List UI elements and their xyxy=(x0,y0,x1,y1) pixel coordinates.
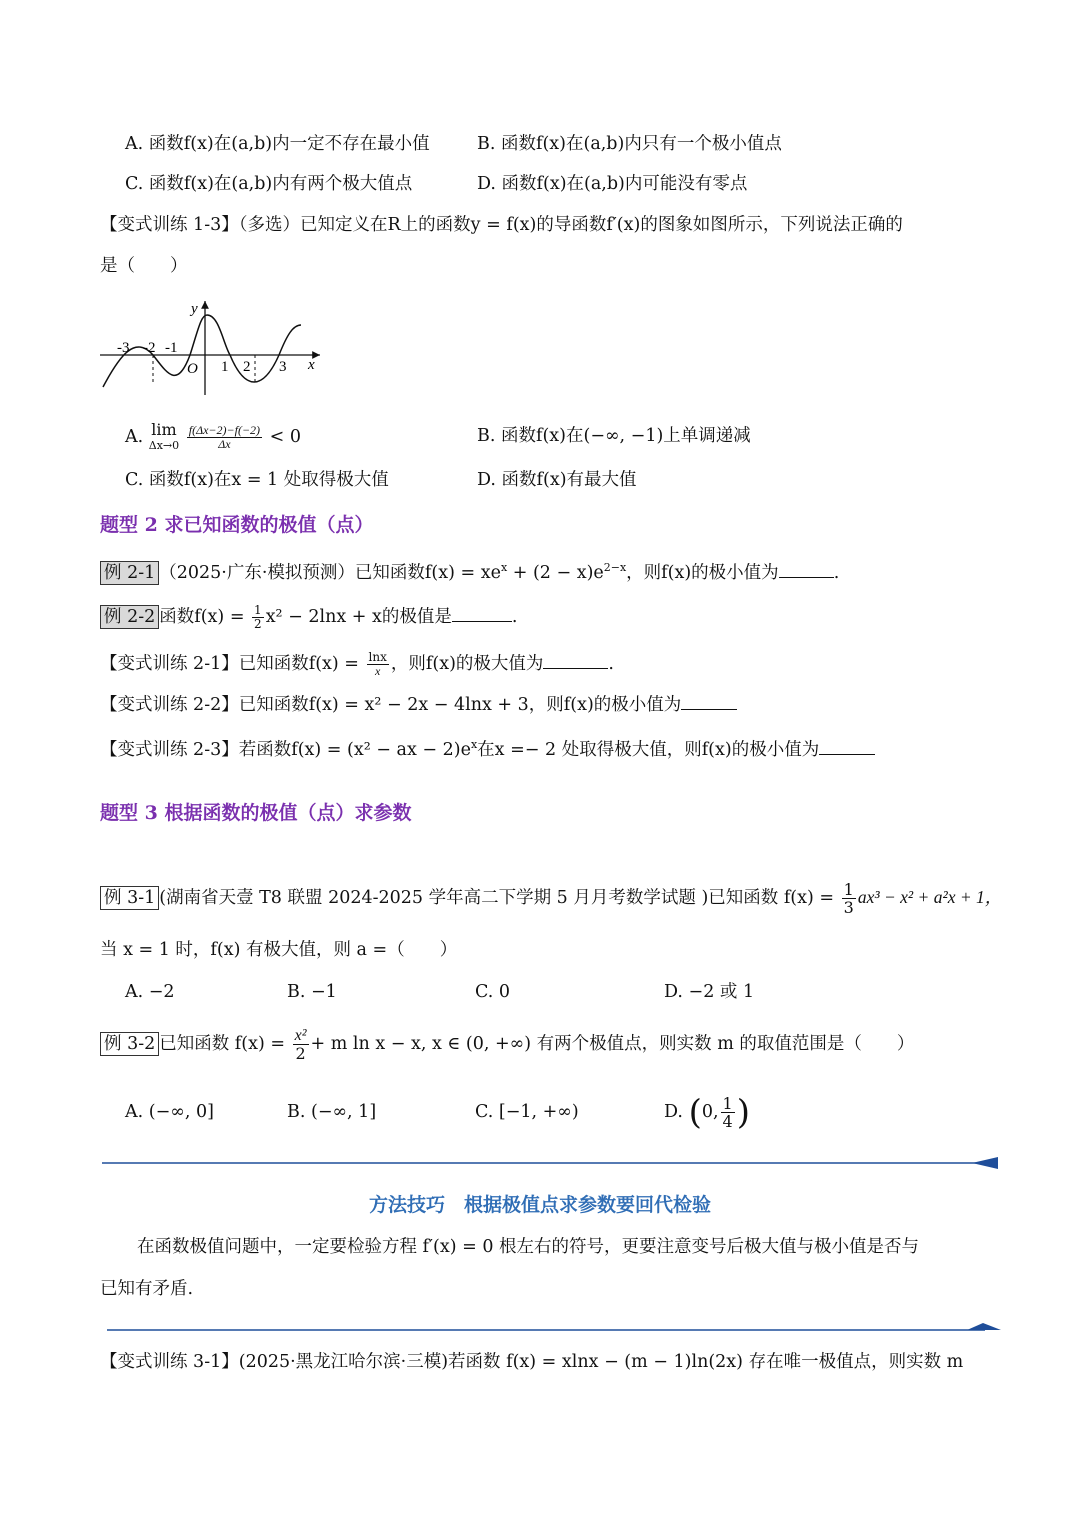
answer-blank[interactable] xyxy=(543,652,608,669)
ex31-den: 3 xyxy=(843,898,854,917)
example-tag: 例 2-1 xyxy=(100,561,159,585)
limit-numerator: f(Δx−2)−f(−2) xyxy=(188,423,261,437)
ex21-sup1: x xyxy=(500,561,508,574)
quarter-fraction xyxy=(721,1095,735,1130)
lim-word: lim xyxy=(151,419,177,439)
answer-blank[interactable] xyxy=(819,738,875,755)
tick-minus2: -2 xyxy=(143,340,156,356)
method-line1: 在函数极值问题中，一定要检验方程 f′(x) = 0 根左右的符号，更要注意变号后极大值与极小值是否与 xyxy=(137,1237,920,1257)
v13-option-a xyxy=(125,420,301,454)
v13-option-a-label: A. xyxy=(125,427,144,447)
lim-subscript: Δx→0 xyxy=(148,438,180,452)
method-rule-top xyxy=(100,1155,1000,1171)
limit-denominator: Δx xyxy=(218,437,231,451)
answer-blank[interactable] xyxy=(681,693,737,710)
ex31-option-a: A. −2 xyxy=(125,982,175,1002)
ex31-num: 1 xyxy=(843,880,854,899)
limit-expression xyxy=(148,419,180,454)
method-line2: 已知有矛盾. xyxy=(100,1279,194,1299)
example-tag: 例 2-2 xyxy=(100,605,159,629)
half-fraction xyxy=(252,604,264,631)
ex22-num: 1 xyxy=(254,603,262,617)
derivative-curve xyxy=(103,315,301,387)
ex31-text: (湖南省天壹 T8 联盟 2024-2025 学年高二下学期 5 月月考数学试题 )已知函数 f(x) = xyxy=(159,888,840,908)
tick-minus1: -1 xyxy=(165,340,178,356)
tick-3: 3 xyxy=(279,359,287,375)
ex21-sup2: 2−x xyxy=(603,561,627,574)
ex31-option-b: B. −1 xyxy=(287,982,337,1002)
ex22-pre: 函数f(x) = xyxy=(159,607,251,627)
v13-option-b: B. 函数f(x)在(−∞, −1)上单调递减 xyxy=(477,426,751,446)
limit-inequality: < 0 xyxy=(269,427,302,447)
example-3-1-line2: 当 x = 1 时，f(x) 有极大值，则 a =（ ） xyxy=(100,940,458,960)
v13-option-d: D. 函数f(x)有最大值 xyxy=(477,470,637,490)
ex22-tail: . xyxy=(511,607,518,627)
section-title-3: 题型 3 根据函数的极值（点）求参数 xyxy=(100,802,412,824)
v22-text: 【变式训练 2-2】已知函数f(x) = x² − 2x − 4lnx + 3，则f(x)的极小值为 xyxy=(100,695,682,715)
tick-2: 2 xyxy=(243,359,251,375)
method-title: 方法技巧 根据极值点求参数要回代检验 xyxy=(368,1194,711,1216)
v23-text: 【变式训练 2-3】若函数f(x) = (x² − ax − 2)e xyxy=(100,739,471,760)
q13-option-c: C. 函数f(x)在(a,b)内有两个极大值点 xyxy=(125,174,413,194)
v23-sup: x xyxy=(470,738,478,751)
method-rule-bottom xyxy=(105,1320,1005,1336)
ex32-optd-label: D. xyxy=(664,1102,683,1122)
example-tag: 例 3-1 xyxy=(100,886,159,910)
derivative-graph xyxy=(95,295,330,405)
example-3-1 xyxy=(100,875,1002,920)
v21-den: x xyxy=(375,664,381,678)
variant-2-2 xyxy=(100,693,737,717)
close-paren: ) xyxy=(736,1092,750,1133)
v13-stem-line2: 是（ ） xyxy=(100,256,188,276)
example-2-2 xyxy=(100,600,517,634)
answer-blank[interactable] xyxy=(452,605,512,622)
ex32-option-b: B. (−∞, 1] xyxy=(287,1102,377,1122)
tick-minus3: -3 xyxy=(117,340,130,356)
ex32-option-c: C. [−1, +∞) xyxy=(475,1102,579,1122)
ex22-post: x² − 2lnx + x的极值是 xyxy=(265,607,452,627)
ex32-pre: 已知函数 f(x) = xyxy=(159,1034,291,1054)
ex31-option-d: D. −2 或 1 xyxy=(664,982,755,1002)
ex31-post: ax³ − x² + a²x + 1， xyxy=(857,887,1003,907)
v23-post: 在x =− 2 处取得极大值，则f(x)的极小值为 xyxy=(477,739,820,760)
v21-post: ，则f(x)的极大值为 xyxy=(390,654,544,674)
ex32-option-d xyxy=(664,1090,750,1135)
ex32-den: 2 xyxy=(295,1044,306,1063)
variant-2-3 xyxy=(100,733,875,762)
q13-option-b: B. 函数f(x)在(a,b)内只有一个极小值点 xyxy=(477,134,782,154)
v21-tail: . xyxy=(608,654,614,674)
ex21-tail: . xyxy=(833,562,840,583)
ex32-optd-den: 4 xyxy=(722,1112,733,1131)
y-label: y xyxy=(191,301,198,317)
open-paren: ( xyxy=(688,1092,702,1133)
ex21-end: ，则f(x)的极小值为 xyxy=(626,562,779,583)
q13-option-d: D. 函数f(x)在(a,b)内可能没有零点 xyxy=(477,174,748,194)
v13-option-c: C. 函数f(x)在x = 1 处取得极大值 xyxy=(125,470,389,490)
section-title-2: 题型 2 求已知函数的极值（点） xyxy=(100,514,374,536)
example-2-1 xyxy=(100,556,839,585)
x-label: x xyxy=(308,357,315,373)
v21-pre: 【变式训练 2-1】已知函数f(x) = xyxy=(100,654,365,674)
third-fraction xyxy=(842,881,856,916)
ex21-text: （2025·广东·模拟预测）已知函数f(x) = xe xyxy=(159,562,501,583)
example-3-2 xyxy=(100,1022,914,1066)
v21-num: lnx xyxy=(368,650,387,664)
ex32-optd-num: 1 xyxy=(722,1094,733,1113)
ex31-option-c: C. 0 xyxy=(475,982,511,1002)
ex22-den: 2 xyxy=(254,617,262,631)
q13-option-a: A. 函数f(x)在(a,b)内一定不存在最小值 xyxy=(125,134,430,154)
answer-blank[interactable] xyxy=(779,561,834,578)
tick-1: 1 xyxy=(221,359,229,375)
ex32-num: x² xyxy=(294,1027,307,1044)
variant-3-1: 【变式训练 3-1】(2025·黑龙江哈尔滨·三模)若函数 f(x) = xlnx − (m − 1)ln(2x) 存在唯一极值点，则实数 m xyxy=(100,1352,964,1372)
example-tag: 例 3-2 xyxy=(100,1032,159,1056)
ex32-option-a: A. (−∞, 0] xyxy=(125,1102,214,1122)
variant-2-1 xyxy=(100,647,614,681)
v13-stem-line1: 【变式训练 1-3】（多选）已知定义在R上的函数y = f(x)的导函数f′(x)的图象如图所示，下列说法正确的 xyxy=(100,215,903,235)
ex21-mid: + (2 − x)e xyxy=(507,562,604,583)
ex32-post: + m ln x − x, x ∈ (0, +∞) 有两个极值点，则实数 m 的取值范围是（ ） xyxy=(310,1034,915,1054)
x2-over-2 xyxy=(293,1027,309,1062)
lnx-over-x xyxy=(367,651,389,678)
ex32-optd-zero: 0, xyxy=(701,1102,719,1122)
limit-fraction xyxy=(187,424,262,451)
origin-label: O xyxy=(187,361,198,377)
